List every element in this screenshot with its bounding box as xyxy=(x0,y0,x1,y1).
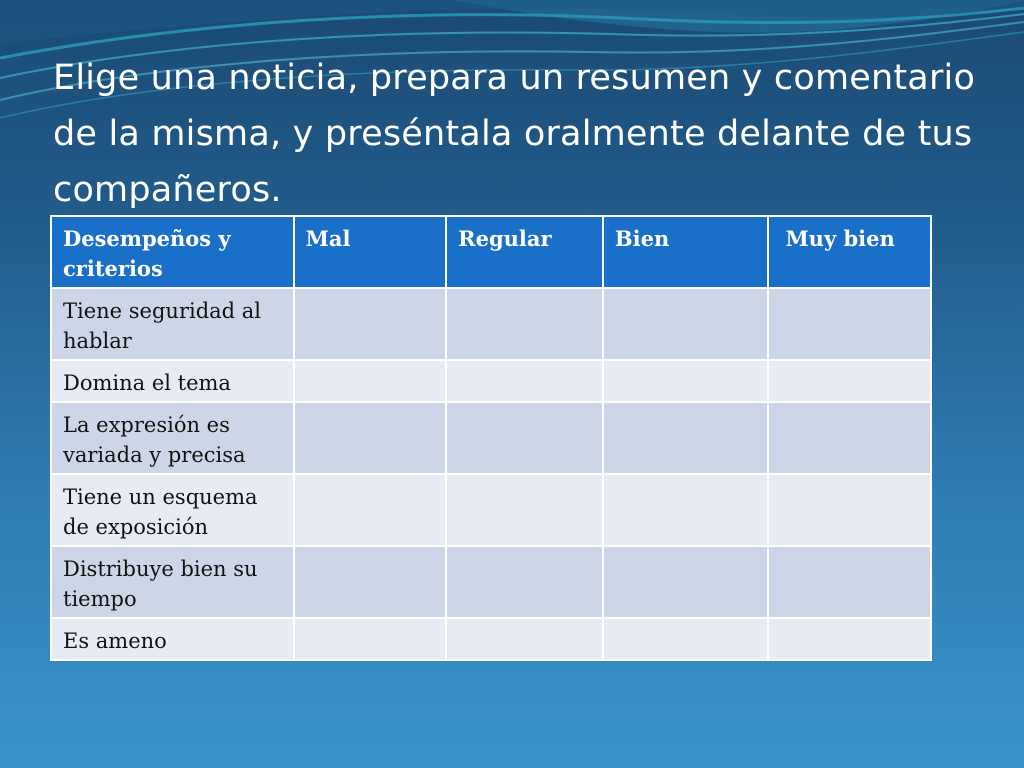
rating-cell-muy-bien[interactable] xyxy=(768,288,931,360)
rating-cell-mal[interactable] xyxy=(294,360,447,402)
criterion-cell: Tiene un esquema de exposición xyxy=(51,474,294,546)
evaluation-rubric-table xyxy=(50,215,932,661)
rating-cell-bien[interactable] xyxy=(603,618,769,660)
header-bien: Bien xyxy=(603,216,769,288)
criterion-cell: Es ameno xyxy=(51,618,294,660)
slide-title: Elige una noticia, prepara un resumen y comentario de la misma, y preséntala oralmente delante de tus compañeros. xyxy=(53,58,976,210)
table-row xyxy=(51,474,931,546)
rating-cell-regular[interactable] xyxy=(446,402,603,474)
rating-cell-mal[interactable] xyxy=(294,288,447,360)
rating-cell-mal[interactable] xyxy=(294,474,447,546)
rating-cell-muy-bien[interactable] xyxy=(768,402,931,474)
criterion-cell: Tiene seguridad al hablar xyxy=(51,288,294,360)
rating-cell-regular[interactable] xyxy=(446,474,603,546)
rating-cell-bien[interactable] xyxy=(603,288,769,360)
rating-cell-muy-bien[interactable] xyxy=(768,546,931,618)
rating-cell-mal[interactable] xyxy=(294,546,447,618)
rating-cell-muy-bien[interactable] xyxy=(768,618,931,660)
rating-cell-bien[interactable] xyxy=(603,360,769,402)
table-row xyxy=(51,402,931,474)
criterion-cell: Domina el tema xyxy=(51,360,294,402)
rating-cell-regular[interactable] xyxy=(446,360,603,402)
table-row xyxy=(51,360,931,402)
table-header-row xyxy=(51,216,931,288)
rating-cell-mal[interactable] xyxy=(294,402,447,474)
rating-cell-muy-bien[interactable] xyxy=(768,360,931,402)
header-mal: Mal xyxy=(294,216,447,288)
rating-cell-muy-bien[interactable] xyxy=(768,474,931,546)
header-regular: Regular xyxy=(446,216,603,288)
table-row xyxy=(51,288,931,360)
criterion-cell: Distribuye bien su tiempo xyxy=(51,546,294,618)
rating-cell-bien[interactable] xyxy=(603,546,769,618)
header-muy-bien: Muy bien xyxy=(768,216,931,288)
header-criteria: Desempeños y criterios xyxy=(51,216,294,288)
table-row xyxy=(51,618,931,660)
criterion-cell: La expresión es variada y precisa xyxy=(51,402,294,474)
rating-cell-mal[interactable] xyxy=(294,618,447,660)
rating-cell-bien[interactable] xyxy=(603,474,769,546)
rating-cell-regular[interactable] xyxy=(446,288,603,360)
rating-cell-regular[interactable] xyxy=(446,618,603,660)
rating-cell-regular[interactable] xyxy=(446,546,603,618)
table-row xyxy=(51,546,931,618)
rating-cell-bien[interactable] xyxy=(603,402,769,474)
